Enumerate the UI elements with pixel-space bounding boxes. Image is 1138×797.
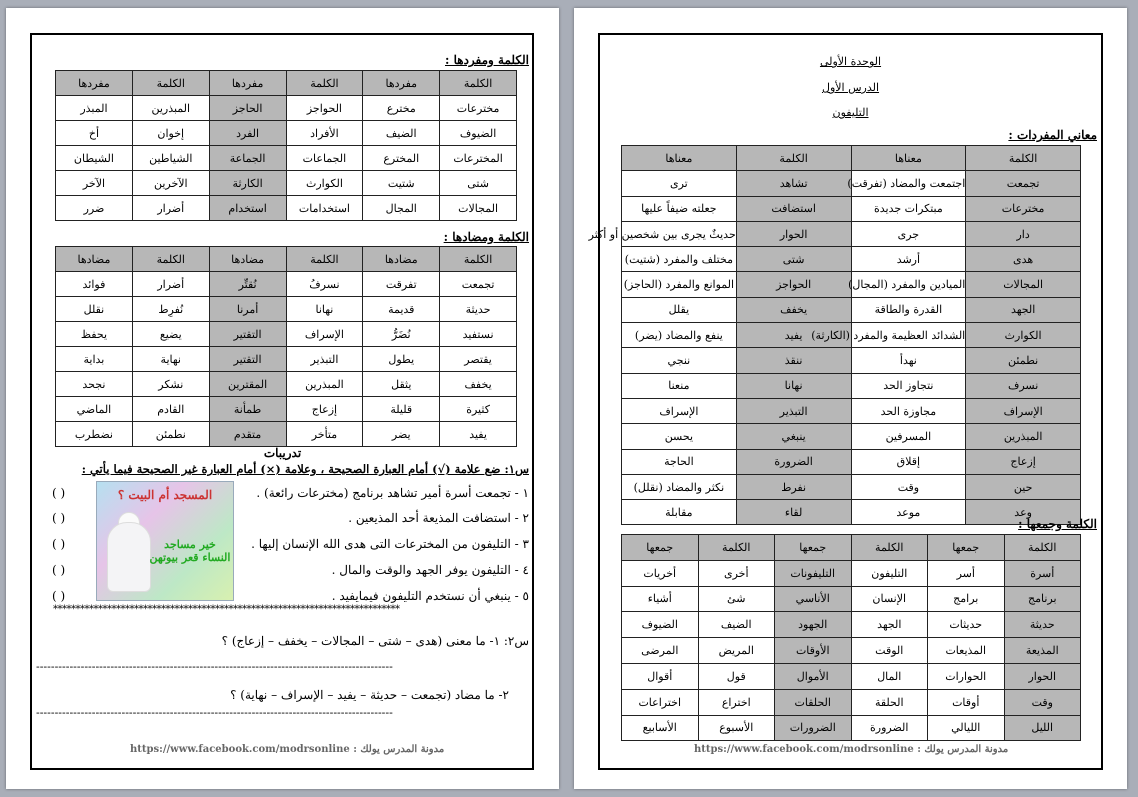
- table-header-cell: الكلمة: [440, 71, 517, 96]
- table-cell: الأفراد: [286, 121, 363, 146]
- table-header-cell: جمعها: [622, 535, 699, 561]
- table-cell: المبذر: [56, 96, 133, 121]
- table-cell: المذيعة: [1004, 638, 1081, 664]
- table-cell: إزعاج: [286, 397, 363, 422]
- table-cell: الجهد: [851, 612, 928, 638]
- table-cell: نطمئن: [966, 348, 1081, 373]
- table-cell: المريض: [698, 638, 775, 664]
- table-cell: التبذير: [286, 347, 363, 372]
- table-cell: المبذرين: [966, 424, 1081, 449]
- table-cell: فوائد: [56, 272, 133, 297]
- table-cell: نُضَرُّ: [363, 322, 440, 347]
- table-header-cell: مفردها: [209, 71, 286, 96]
- table-cell: المجالات: [440, 196, 517, 221]
- table-header-cell: الكلمة: [286, 247, 363, 272]
- illustration-title: المسجد أم البيت ؟: [117, 488, 213, 502]
- table-header-cell: الكلمة: [736, 146, 851, 171]
- table-cell: الميادين والمفرد (المجال): [851, 272, 966, 297]
- table-cell: وقت: [851, 474, 966, 499]
- exercises-title: تدريبات: [263, 446, 302, 460]
- table-cell: نتجاوز الحد: [851, 373, 966, 398]
- table-row: [622, 323, 1081, 348]
- table-cell: أمرنا: [209, 297, 286, 322]
- table-cell: المجال: [363, 196, 440, 221]
- table-row: [622, 297, 1081, 322]
- table-header-cell: جمعها: [775, 535, 852, 561]
- table-header-cell: مفردها: [363, 71, 440, 96]
- vocab-title: معاني المفردات :: [1008, 128, 1097, 142]
- table-cell: الليل: [1004, 715, 1081, 741]
- table-cell: نُفرِط: [132, 297, 209, 322]
- table-cell: منعنا: [622, 373, 737, 398]
- table-cell: المقترين: [209, 372, 286, 397]
- table-cell: دار: [966, 221, 1081, 246]
- table-cell: حين: [966, 474, 1081, 499]
- table-cell: يخفف: [736, 297, 851, 322]
- table-cell: نطمئن: [132, 422, 209, 447]
- table-cell: يثقل: [363, 372, 440, 397]
- table-cell: ننقذ: [736, 348, 851, 373]
- table-header-cell: مضادها: [209, 247, 286, 272]
- table-vocabulary: [588, 145, 1081, 525]
- table-cell: الآخرين: [132, 171, 209, 196]
- table-cell: المال: [851, 663, 928, 689]
- table-header-row: [622, 535, 1081, 561]
- table-cell: حديثات: [928, 612, 1005, 638]
- question-1-statement: ٢ - استضافت المذيعة أحد المذيعين .: [348, 511, 529, 525]
- illustration-caption: خير مساجد النساء قعر بيوتهن: [149, 538, 231, 564]
- table-row: [56, 297, 517, 322]
- table-row: [622, 449, 1081, 474]
- stars-separator: *****************************************************************************: [53, 604, 400, 615]
- table-cell: الموانع والمفرد (الحاجز): [622, 272, 737, 297]
- question-2b: ٢- ما مضاد (تجمعت – حديثة – يفيد – الإسراف – نهاية) ؟: [230, 688, 509, 702]
- table-row: [56, 372, 517, 397]
- table-cell: يخفف: [440, 372, 517, 397]
- table-cell: يضر: [363, 422, 440, 447]
- table-cell: مخترعات: [440, 96, 517, 121]
- table-cell: المبذرين: [286, 372, 363, 397]
- table-cell: جعلته ضيفاً عليها: [622, 196, 737, 221]
- table-header-cell: جمعها: [928, 535, 1005, 561]
- table-row: [622, 348, 1081, 373]
- table-cell: إزعاج: [966, 449, 1081, 474]
- table-header-cell: الكلمة: [851, 535, 928, 561]
- table-row: [56, 272, 517, 297]
- table-cell: نفرط: [736, 474, 851, 499]
- table-cell: اجتمعت والمضاد (تفرقت): [851, 171, 966, 196]
- answer-parentheses[interactable]: ( ): [52, 563, 66, 577]
- table-cell: شتى: [440, 171, 517, 196]
- table-header-cell: مضادها: [363, 247, 440, 272]
- table-cell: الشيطان: [56, 146, 133, 171]
- section-word-singular-title: الكلمة ومفردها :: [445, 53, 529, 67]
- table-header-cell: معناها: [622, 146, 737, 171]
- table-cell: الكارثة: [209, 171, 286, 196]
- table-row: [622, 196, 1081, 221]
- table-cell: برنامج: [1004, 586, 1081, 612]
- table-row: [622, 586, 1081, 612]
- table-cell: يفيد: [736, 323, 851, 348]
- table-cell: أخرى: [698, 560, 775, 586]
- table-cell: شتيت: [363, 171, 440, 196]
- table-cell: المجالات: [966, 272, 1081, 297]
- table-cell: الحاجة: [622, 449, 737, 474]
- table-cell: الفرد: [209, 121, 286, 146]
- table-cell: المرضى: [622, 638, 699, 664]
- table-cell: الحاجز: [209, 96, 286, 121]
- table-cell: يطول: [363, 347, 440, 372]
- table-cell: الضيوف: [440, 121, 517, 146]
- question-1-statement: ١ - تجمعت أسرة أمير تشاهد برنامج (مخترعات رائعة) .: [256, 486, 529, 500]
- table-cell: الحوار: [1004, 663, 1081, 689]
- table-cell: نهانا: [286, 297, 363, 322]
- table-cell: الحواجز: [736, 272, 851, 297]
- table-cell: مجاوزة الحد: [851, 398, 966, 423]
- table-row: [622, 715, 1081, 741]
- unit-title: الوحدة الأولى: [819, 55, 882, 68]
- table-row: [56, 196, 517, 221]
- table-cell: شتى: [736, 247, 851, 272]
- table-cell: الإسراف: [286, 322, 363, 347]
- table-cell: مقابلة: [622, 500, 737, 525]
- table-cell: الإسراف: [966, 398, 1081, 423]
- table-cell: الحلقات: [775, 689, 852, 715]
- table-cell: استضافت: [736, 196, 851, 221]
- table-cell: نهدأ: [851, 348, 966, 373]
- table-row: [622, 638, 1081, 664]
- table-cell: أشياء: [622, 586, 699, 612]
- lesson-title: الدرس الأول: [821, 81, 880, 94]
- table-cell: الأموال: [775, 663, 852, 689]
- table-cell: المخترعات: [440, 146, 517, 171]
- illustration-image: [96, 481, 234, 601]
- table-cell: التقتير: [209, 322, 286, 347]
- question-1-title: س١: ضع علامة (√) أمام العبارة الصحيحة ، وعلامة (×) أمام العبارة غير الصحيحة فيما يأتي :: [81, 462, 529, 476]
- left-page: [6, 8, 559, 789]
- table-word-plural: [621, 534, 1081, 741]
- table-cell: الضيوف: [622, 612, 699, 638]
- table-cell: يفيد: [440, 422, 517, 447]
- table-word-opposite: [55, 246, 517, 447]
- table-cell: التبذير: [736, 398, 851, 423]
- right-page: [574, 8, 1127, 789]
- table-cell: التليفون: [851, 560, 928, 586]
- table-cell: الأسابيع: [622, 715, 699, 741]
- table-cell: أقوال: [622, 663, 699, 689]
- table-cell: يقتصر: [440, 347, 517, 372]
- table-row: [622, 612, 1081, 638]
- table-row: [56, 121, 517, 146]
- table-cell: تفرقت: [363, 272, 440, 297]
- table-row: [56, 347, 517, 372]
- table-cell: يحسن: [622, 424, 737, 449]
- table-header-row: [56, 71, 517, 96]
- table-cell: المبذرين: [132, 96, 209, 121]
- table-cell: الكوارث: [966, 323, 1081, 348]
- table-row: [622, 689, 1081, 715]
- table-row: [56, 422, 517, 447]
- table-cell: ترى: [622, 171, 737, 196]
- table-cell: نسرفُ: [286, 272, 363, 297]
- table-cell: الوقت: [851, 638, 928, 664]
- table-cell: تجمعت: [966, 171, 1081, 196]
- table-cell: التليفونات: [775, 560, 852, 586]
- table-header-cell: الكلمة: [440, 247, 517, 272]
- table-row: [622, 373, 1081, 398]
- table-cell: الضيف: [698, 612, 775, 638]
- table-cell: نضطرب: [56, 422, 133, 447]
- table-cell: الكوارث: [286, 171, 363, 196]
- table-cell: نجحد: [56, 372, 133, 397]
- question-1-statement: ٤ - التليفون يوفر الجهد والوقت والمال .: [331, 563, 529, 577]
- table-cell: الشياطين: [132, 146, 209, 171]
- section-word-opposite-title: الكلمة ومضادها :: [443, 230, 529, 244]
- table-row: [622, 424, 1081, 449]
- table-cell: نقلل: [56, 297, 133, 322]
- table-cell: برامج: [928, 586, 1005, 612]
- table-cell: مبتكرات جديدة: [851, 196, 966, 221]
- table-cell: كثيرة: [440, 397, 517, 422]
- table-cell: الحواجز: [286, 96, 363, 121]
- table-cell: طمأنة: [209, 397, 286, 422]
- table-cell: الشدائد العظيمة والمفرد (الكارثة): [851, 323, 966, 348]
- table-cell: ننجي: [622, 348, 737, 373]
- table-cell: الإسراف: [622, 398, 737, 423]
- table-cell: إخوان: [132, 121, 209, 146]
- table-cell: الجهد: [966, 297, 1081, 322]
- table-cell: يحفظ: [56, 322, 133, 347]
- table-row: [56, 171, 517, 196]
- table-cell: القادم: [132, 397, 209, 422]
- table-cell: الأوقات: [775, 638, 852, 664]
- table-cell: الجهود: [775, 612, 852, 638]
- answer-line-1: ------------------------------------------------------------------------------------------------: [36, 660, 393, 673]
- table-cell: أسر: [928, 560, 1005, 586]
- table-header-cell: مضادها: [56, 247, 133, 272]
- table-cell: حديثة: [440, 297, 517, 322]
- table-header-cell: الكلمة: [286, 71, 363, 96]
- table-cell: قديمة: [363, 297, 440, 322]
- table-cell: بداية: [56, 347, 133, 372]
- table-cell: أخريات: [622, 560, 699, 586]
- topic-title: التليفون: [832, 106, 869, 119]
- left-footer-link[interactable]: https://www.facebook.com/modrsonline : مدونة المدرس يولك: [130, 744, 445, 755]
- table-row: [56, 146, 517, 171]
- table-cell: جرى: [851, 221, 966, 246]
- table-header-cell: الكلمة: [698, 535, 775, 561]
- table-cell: مخترعات: [966, 196, 1081, 221]
- table-header-cell: الكلمة: [132, 71, 209, 96]
- table-cell: الأناسي: [775, 586, 852, 612]
- table-row: [622, 247, 1081, 272]
- table-cell: اختراع: [698, 689, 775, 715]
- table-cell: إقلاق: [851, 449, 966, 474]
- table-header-cell: مفردها: [56, 71, 133, 96]
- table-cell: الحوار: [736, 221, 851, 246]
- table-cell: ينفع والمضاد (يضر): [622, 323, 737, 348]
- table-cell: المذيعات: [928, 638, 1005, 664]
- table-header-cell: الكلمة: [132, 247, 209, 272]
- table-cell: لقاء: [736, 500, 851, 525]
- table-row: [622, 221, 1081, 246]
- table-cell: الضرورة: [736, 449, 851, 474]
- table-cell: نهانا: [736, 373, 851, 398]
- table-cell: وقت: [1004, 689, 1081, 715]
- table-cell: التقتير: [209, 347, 286, 372]
- table-row: [622, 500, 1081, 525]
- table-cell: الأسبوع: [698, 715, 775, 741]
- table-cell: الضيف: [363, 121, 440, 146]
- table-cell: شئ: [698, 586, 775, 612]
- table-cell: نشكر: [132, 372, 209, 397]
- table-cell: أرشد: [851, 247, 966, 272]
- table-cell: الضرورات: [775, 715, 852, 741]
- answer-parentheses[interactable]: ( ): [52, 511, 66, 525]
- table-cell: نكثر والمضاد (نقلل): [622, 474, 737, 499]
- table-cell: هدى: [966, 247, 1081, 272]
- table-cell: قليلة: [363, 397, 440, 422]
- table-cell: يضيع: [132, 322, 209, 347]
- table-cell: الحوارات: [928, 663, 1005, 689]
- table-cell: اختراعات: [622, 689, 699, 715]
- answer-parentheses[interactable]: ( ): [52, 537, 66, 551]
- table-cell: تجمعت: [440, 272, 517, 297]
- question-2a: س٢: ١- ما معنى (هدى – شتى – المجالات – يخفف – إزعاج) ؟: [221, 634, 529, 648]
- table-cell: الماضي: [56, 397, 133, 422]
- table-cell: المسرفين: [851, 424, 966, 449]
- table-cell: الجماعة: [209, 146, 286, 171]
- table-row: [622, 398, 1081, 423]
- table-cell: مخترع: [363, 96, 440, 121]
- table-cell: متأخر: [286, 422, 363, 447]
- table-cell: متقدم: [209, 422, 286, 447]
- table-cell: الآخر: [56, 171, 133, 196]
- table-cell: الجماعات: [286, 146, 363, 171]
- table-cell: مختلف والمفرد (شتيت): [622, 247, 737, 272]
- plural-title: الكلمة وجمعها :: [1018, 517, 1097, 531]
- table-cell: استخدامات: [286, 196, 363, 221]
- table-cell: ضرر: [56, 196, 133, 221]
- table-row: [622, 272, 1081, 297]
- table-header-cell: معناها: [851, 146, 966, 171]
- table-word-singular: [55, 70, 517, 221]
- table-cell: موعد: [851, 500, 966, 525]
- right-footer-link[interactable]: https://www.facebook.com/modrsonline : مدونة المدرس يولك: [694, 744, 1009, 755]
- table-cell: حديثة: [1004, 612, 1081, 638]
- answer-parentheses[interactable]: ( ): [52, 589, 66, 603]
- table-cell: نسرف: [966, 373, 1081, 398]
- table-header-cell: الكلمة: [1004, 535, 1081, 561]
- table-cell: أوقات: [928, 689, 1005, 715]
- question-1-statement: ٥ - ينبغي أن نستخدم التليفون فيمايفيد .: [331, 589, 529, 603]
- table-row: [622, 663, 1081, 689]
- table-row: [622, 560, 1081, 586]
- table-row: [56, 96, 517, 121]
- table-cell: الحلقة: [851, 689, 928, 715]
- table-cell: وعد: [966, 500, 1081, 525]
- table-cell: الإنسان: [851, 586, 928, 612]
- table-cell: قول: [698, 663, 775, 689]
- table-cell: ينبغي: [736, 424, 851, 449]
- table-cell: القدرة والطاقة: [851, 297, 966, 322]
- table-cell: تشاهد: [736, 171, 851, 196]
- table-row: [622, 171, 1081, 196]
- table-cell: أضرار: [132, 196, 209, 221]
- table-row: [56, 322, 517, 347]
- table-row: [622, 474, 1081, 499]
- table-row: [56, 397, 517, 422]
- table-cell: أضرار: [132, 272, 209, 297]
- table-cell: استخدام: [209, 196, 286, 221]
- table-cell: المخترع: [363, 146, 440, 171]
- table-cell: الضرورة: [851, 715, 928, 741]
- table-cell: أسرة: [1004, 560, 1081, 586]
- table-cell: حديثٌ يجرى بين شخصين أو أكثر: [622, 221, 737, 246]
- question-1-statement: ٣ - التليفون من المخترعات التى هدى الله الإنسان إليها .: [251, 537, 529, 551]
- table-cell: نستفيد: [440, 322, 517, 347]
- table-cell: نهاية: [132, 347, 209, 372]
- table-header-row: [56, 247, 517, 272]
- table-cell: يقلل: [622, 297, 737, 322]
- table-header-cell: الكلمة: [966, 146, 1081, 171]
- answer-parentheses[interactable]: ( ): [52, 486, 66, 500]
- table-cell: أخ: [56, 121, 133, 146]
- answer-line-2: ------------------------------------------------------------------------------------------------: [36, 706, 393, 719]
- table-cell: الليالي: [928, 715, 1005, 741]
- praying-figure: [107, 522, 151, 592]
- table-header-row: [622, 146, 1081, 171]
- table-cell: نُقتِّر: [209, 272, 286, 297]
